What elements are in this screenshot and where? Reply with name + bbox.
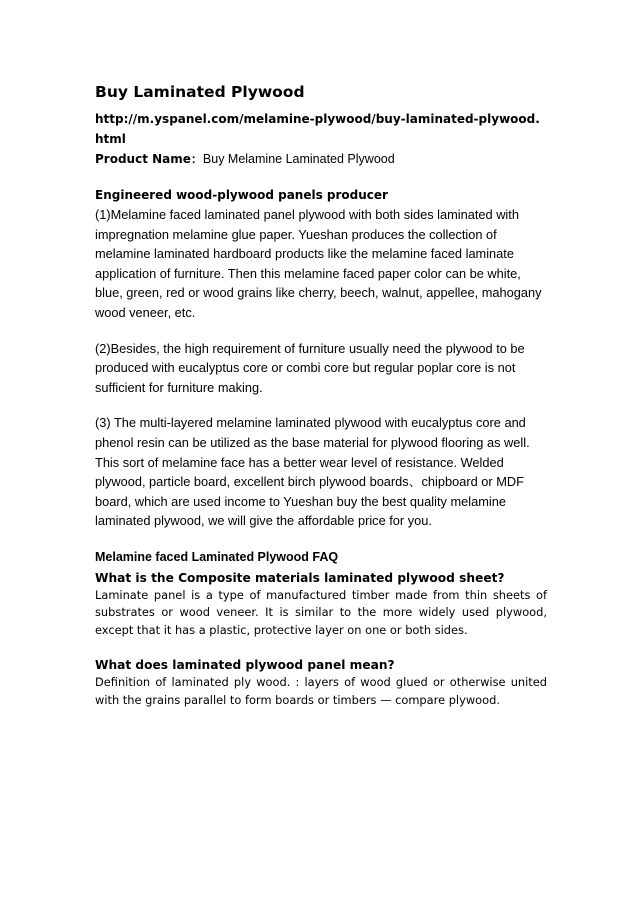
faq-answer-2: Definition of laminated ply wood. : layers of wood glued or otherwise united with the grains parallel to form boards or timbers — compare plywood. [95, 675, 547, 707]
document-page [95, 80, 547, 726]
faq-answer-1: Laminate panel is a type of manufactured timber made from thin sheets of substrates or wood veneer. It is similar to the more widely used plywood, except that it has a plastic, protective layer on one or both sides. [95, 587, 547, 637]
product-name-label: Product Name： [95, 152, 203, 166]
document-title: Buy Laminated Plywood [95, 83, 305, 101]
faq-title: Melamine faced Laminated Plywood FAQ [95, 549, 339, 564]
faq-question-2: What does laminated plywood panel mean? [95, 658, 395, 673]
section-heading: Engineered wood-plywood panels producer [95, 188, 388, 202]
paragraph-2: (2)Besides, the high requirement of furniture usually need the plywood to be produced with eucalyptus core or combi core but regular poplar core is not sufficient for furniture making. [95, 340, 525, 395]
paragraph-3: (3) The multi-layered melamine laminated plywood with eucalyptus core and phenol resin can be utilized as the base material for plywood flooring as well. This sort of melamine face has a better wear level of resistance. Welded plywood, particle board, excellent birch plywood boards、chipboard or MDF board, which are used income to Yueshan buy the best quality melamine laminated plywood, we will give the affordable price for you. [95, 415, 530, 529]
faq-question-1: What is the Composite materials laminated plywood sheet? [95, 570, 505, 585]
paragraph-1: (1)Melamine faced laminated panel plywood with both sides laminated with impregnation melamine glue paper. Yueshan produces the collection of melamine laminated hardboard products like the melamine faced laminate application of furniture. Then this melamine faced paper color can be white, blue, green, red or wood grains like cherry, beech, walnut, appellee, mahogany wood veneer, etc. [95, 207, 542, 320]
product-name-value: Buy Melamine Laminated Plywood [202, 152, 395, 166]
product-name-line [95, 149, 547, 169]
source-url[interactable]: http://m.yspanel.com/melamine-plywood/buy-laminated-plywood.html [95, 112, 540, 146]
